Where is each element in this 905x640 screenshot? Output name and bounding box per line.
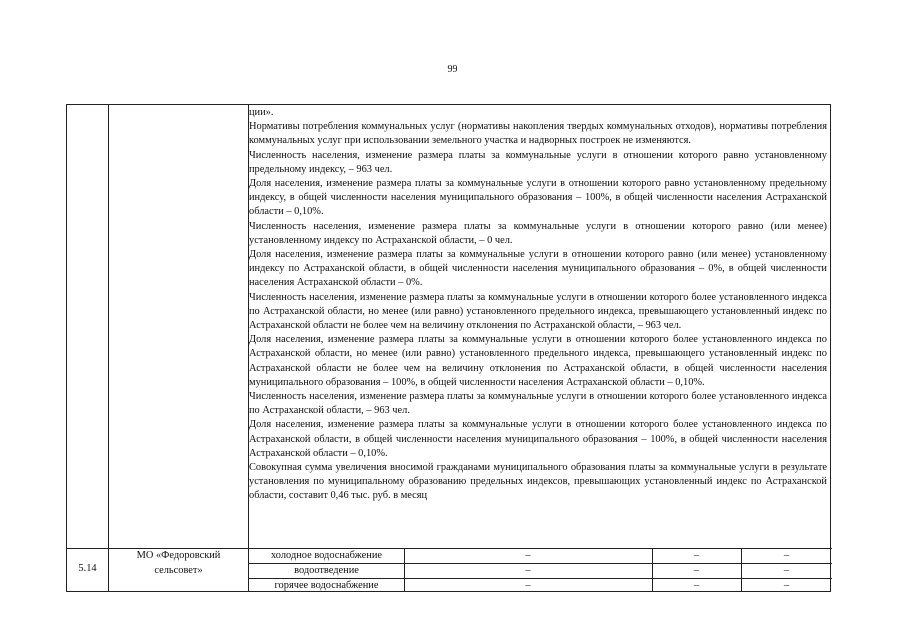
value-cell: – — [693, 565, 700, 576]
paragraph: Доля населения, изменение размера платы за коммунальные услуги в отношении которого равно установленному предельному индексу, в общей численности населения муниципального образования – 100%, в общей численности населения Астраханской области – 0,10%. — [249, 178, 827, 218]
value-cell: – — [525, 580, 531, 591]
service-name: водоотведение — [294, 565, 359, 576]
municipality-name-line: сельсовет» — [154, 565, 203, 576]
description-text — [249, 106, 827, 504]
value-cell: – — [783, 580, 790, 591]
value-cell: – — [693, 580, 700, 591]
value-cell: – — [525, 565, 531, 576]
paragraph: Совокупная сумма увеличения вносимой гражданами муниципального образования платы за коммунальные услуги в результате установления по муниципальному образованию предельных индексов, превышающих установленный индекс по Астраханской области, составит 0,46 тыс. руб. в месяц — [249, 462, 827, 502]
municipality-name — [108, 548, 249, 578]
value-cell: – — [693, 550, 700, 561]
col-divider — [108, 105, 109, 591]
value-cell: – — [783, 550, 790, 561]
service-name: горячее водоснабжение — [274, 580, 379, 591]
page-number: 99 — [447, 64, 458, 75]
paragraph: Доля населения, изменение размера платы за коммунальные услуги в отношении которого равно (или менее) установленному индексу по Астраханской области, в общей численности населения муниципального образования – 0%, в общей численности населения Астраханской области – 0%. — [249, 249, 827, 289]
paragraph: Доля населения, изменение размера платы за коммунальные услуги в отношении которого более установленного индекса по Астраханской области, но менее (или равно) установленного предельного индекса, превышающего установленный индекс по Астраханской области не более чем на величину отклонения по Астраханской области, в общей численности населения муниципального образования – 100%, в общей численности населения Астраханской области – 0,10%. — [249, 334, 827, 388]
paragraph: Численность населения, изменение размера платы за коммунальные услуги в отношении которого равно (или менее) установленному индексу по Астраханской области, – 0 чел. — [249, 220, 827, 246]
value-cell: – — [783, 565, 790, 576]
row-number: 5.14 — [78, 563, 97, 574]
paragraph: Численность населения, изменение размера платы за коммунальные услуги в отношении которого равно установленному предельному индексу, – 963 чел. — [249, 149, 827, 175]
document-table — [66, 104, 831, 592]
paragraph: Доля населения, изменение размера платы за коммунальные услуги в отношении которого более установленного индекса по Астраханской области, в общей численности населения муниципального образования – 100%, в общей численности населения Астраханской области – 0,10%. — [249, 419, 827, 459]
paragraph: Численность населения, изменение размера платы за коммунальные услуги в отношении которого более установленного индекса по Астраханской области, – 963 чел. — [249, 391, 827, 417]
paragraph: Численность населения, изменение размера платы за коммунальные услуги в отношении которого более установленного индекса по Астраханской области, но менее (или равно) установленного предельного индекса, превышающего установленный индекс по Астраханской области не более чем на величину отклонения по Астраханской области, – 963 чел. — [249, 291, 827, 332]
value-cell: – — [525, 550, 531, 561]
paragraph: Нормативы потребления коммунальных услуг (нормативы накопления твердых коммунальных отходов), нормативы потребления коммунальных услуг при использовании земельного участка и надворных построек не изменяются. — [249, 121, 827, 147]
municipality-name-line: МО «Федоровский — [136, 550, 221, 561]
paragraph: ции». — [249, 107, 274, 118]
service-name: холодное водоснабжение — [271, 550, 382, 561]
